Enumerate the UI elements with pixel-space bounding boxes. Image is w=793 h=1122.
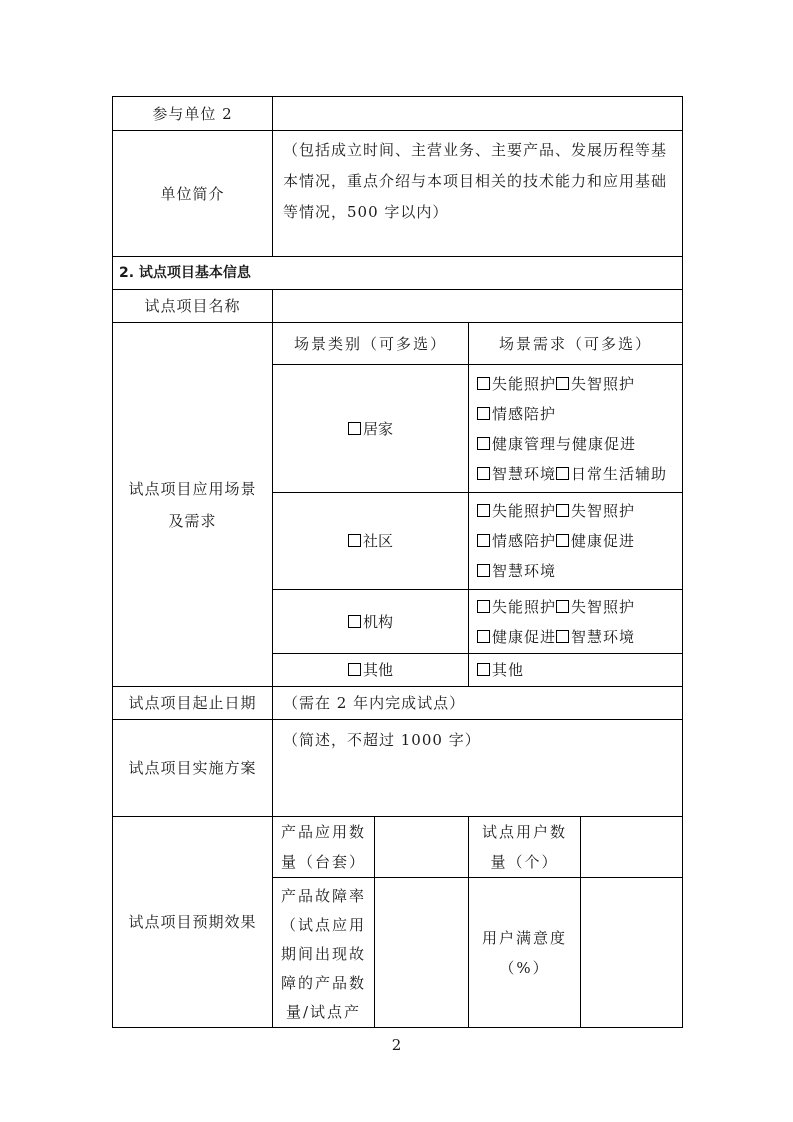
failure-rate-field[interactable] (375, 878, 469, 1028)
checkbox-icon[interactable] (556, 534, 569, 547)
need-option: 失智照护 (571, 374, 636, 393)
period-label: 试点项目起止日期 (113, 687, 273, 720)
application-form-table (112, 96, 683, 1028)
plan-label: 试点项目实施方案 (113, 720, 273, 817)
checkbox-icon[interactable] (477, 600, 490, 613)
scene-institution-needs (469, 590, 683, 654)
need-option: 情感陪护 (492, 532, 557, 550)
need-option: 失智照护 (571, 502, 636, 520)
checkbox-icon[interactable] (477, 534, 490, 547)
scene-other-needs (469, 654, 683, 687)
section-title: 2. 试点项目基本信息 (113, 257, 683, 290)
scene-other-label: 其他 (362, 661, 393, 679)
product-qty-field[interactable] (375, 817, 469, 878)
need-option: 失能照护 (492, 374, 557, 393)
checkbox-icon[interactable] (556, 600, 569, 613)
scene-home[interactable] (273, 365, 469, 493)
need-option: 失能照护 (492, 597, 557, 616)
satisfaction-label: 用户满意度（%） (469, 878, 581, 1028)
checkbox-icon[interactable] (556, 504, 569, 517)
need-option: 失智照护 (571, 597, 636, 616)
unit2-value-field[interactable] (273, 97, 683, 131)
scene-home-needs (469, 365, 683, 493)
checkbox-icon[interactable] (348, 422, 361, 435)
product-qty-label: 产品应用数量（台套） (273, 817, 375, 878)
checkbox-icon[interactable] (348, 615, 361, 628)
intro-field[interactable]: （包括成立时间、主营业务、主要产品、发展历程等基本情况，重点介绍与本项目相关的技术能力和应用基础等情况，500 字以内） (273, 131, 683, 257)
need-option: 日常生活辅助 (571, 464, 668, 483)
page-number: 2 (391, 1036, 402, 1054)
scene-community-needs (469, 493, 683, 590)
unit2-label: 参与单位 2 (113, 97, 273, 131)
scene-community-label: 社区 (362, 532, 393, 550)
need-option: 健康管理与健康促进 (492, 434, 637, 453)
project-name-label: 试点项目名称 (113, 290, 273, 323)
checkbox-icon[interactable] (556, 377, 569, 390)
checkbox-icon[interactable] (477, 663, 490, 676)
failure-rate-label: 产品故障率（试点应用期间出现故障的产品数量/试点产 (273, 878, 375, 1028)
checkbox-icon[interactable] (348, 534, 361, 547)
need-option: 健康促进 (492, 627, 557, 646)
period-field[interactable]: （需在 2 年内完成试点） (273, 687, 683, 720)
checkbox-icon[interactable] (556, 467, 569, 480)
scenario-label: 试点项目应用场景及需求 (113, 323, 273, 687)
project-name-field[interactable] (273, 290, 683, 323)
need-option: 健康促进 (571, 532, 636, 550)
checkbox-icon[interactable] (477, 407, 490, 420)
need-option: 智慧环境 (492, 464, 557, 483)
need-option: 其他 (492, 661, 525, 679)
need-option: 智慧环境 (571, 627, 636, 646)
need-option: 智慧环境 (492, 562, 557, 580)
scene-institution[interactable] (273, 590, 469, 654)
checkbox-icon[interactable] (477, 564, 490, 577)
scene-type-header: 场景类别（可多选） (273, 323, 469, 365)
plan-field[interactable]: （简述，不超过 1000 字） (273, 720, 683, 817)
checkbox-icon[interactable] (477, 630, 490, 643)
checkbox-icon[interactable] (477, 377, 490, 390)
user-qty-label: 试点用户数量（个） (469, 817, 581, 878)
checkbox-icon[interactable] (556, 630, 569, 643)
scene-need-header: 场景需求（可多选） (469, 323, 683, 365)
scene-institution-label: 机构 (362, 612, 393, 631)
checkbox-icon[interactable] (477, 467, 490, 480)
user-qty-field[interactable] (581, 817, 683, 878)
scene-home-label: 居家 (362, 419, 393, 438)
scene-other[interactable] (273, 654, 469, 687)
scene-community[interactable] (273, 493, 469, 590)
need-option: 失能照护 (492, 502, 557, 520)
checkbox-icon[interactable] (348, 663, 361, 676)
checkbox-icon[interactable] (477, 437, 490, 450)
need-option: 情感陪护 (492, 404, 557, 423)
effect-label: 试点项目预期效果 (113, 817, 273, 1028)
satisfaction-field[interactable] (581, 878, 683, 1028)
intro-label: 单位简介 (113, 131, 273, 257)
checkbox-icon[interactable] (477, 504, 490, 517)
